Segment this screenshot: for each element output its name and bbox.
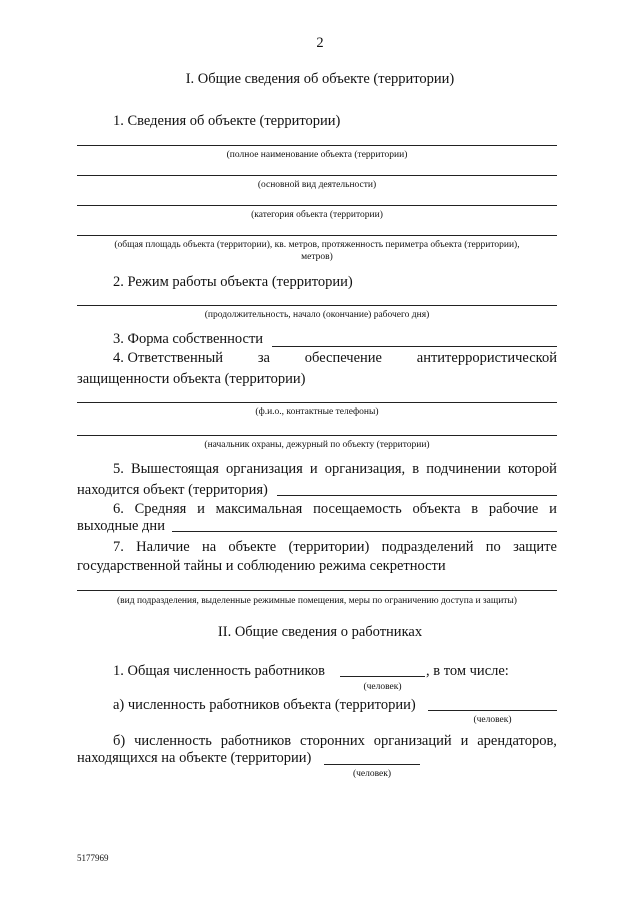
area-field[interactable] [77, 235, 557, 236]
item-5-word: организация, [324, 461, 406, 477]
activity-field[interactable] [77, 175, 557, 176]
item-7-word: по [485, 539, 501, 555]
section-2-title: II. Общие сведения о работниках [217, 624, 423, 640]
item-4-word: 4. Ответственный [113, 350, 224, 366]
area-caption-line2: метров) [301, 252, 333, 262]
item-7-line2: государственной тайны и соблюдению режима секретности [77, 558, 446, 574]
item-6-word: и [197, 501, 205, 517]
employees-object-label: а) численность работников объекта (территории) [113, 697, 416, 713]
guard-caption: (начальник охраны, дежурный по объекту (территории) [204, 440, 430, 450]
item-6-line1 [113, 500, 557, 518]
parent-org-field[interactable] [277, 495, 557, 496]
item-5-word: и [309, 461, 318, 477]
item-6-word: объекта [412, 501, 461, 517]
item-b-word: арендаторов, [477, 733, 557, 749]
item-4-word: антитеррористической [416, 350, 557, 366]
item-4-word: за [257, 350, 270, 366]
item-b-word: работников [220, 733, 292, 749]
guard-field[interactable] [77, 435, 557, 436]
item-7-word: Наличие [136, 539, 190, 555]
item-b-line2: находящихся на объекте (территории) [77, 750, 312, 766]
section-1-title: I. Общие сведения об объекте (территории) [185, 71, 455, 87]
area-caption-line1: (общая площадь объекта (территории), кв. метров, протяженность периметра объекта (территории), [114, 240, 520, 250]
item-6-word: Средняя [134, 501, 187, 517]
page-number: 2 [316, 35, 324, 51]
responsible-caption: (ф.и.о., контактные телефоны) [255, 407, 379, 417]
employees-thirdparty-unit: (человек) [352, 769, 392, 779]
full-name-caption: (полное наименование объекта (территории) [226, 150, 408, 160]
item-7-word: на [201, 539, 217, 555]
employees-total-unit: (человек) [363, 682, 402, 692]
employees-total-label: 1. Общая численность работников [113, 663, 325, 679]
item-6-word: 6. [113, 501, 124, 517]
category-caption: (категория объекта (территории) [251, 210, 383, 220]
item-5-word: в [412, 461, 420, 477]
item-5-word: 5. [113, 461, 124, 477]
employees-thirdparty-field[interactable] [324, 764, 420, 765]
ownership-field[interactable] [272, 346, 557, 347]
item-6-line2: выходные дни [77, 518, 165, 534]
item-6-word: и [549, 501, 557, 517]
employees-object-field[interactable] [428, 710, 557, 711]
secrecy-caption: (вид подразделения, выделенные режимные помещения, меры по ограничению доступа и защиты) [117, 596, 517, 606]
activity-caption: (основной вид деятельности) [257, 180, 377, 190]
item-7-word: подразделений [381, 539, 474, 555]
item-5-word: Вышестоящая [131, 461, 219, 477]
footer-code: 5177969 [77, 853, 109, 863]
work-mode-field[interactable] [77, 305, 557, 306]
item-7-word: объекте [228, 539, 277, 555]
item-6-word: максимальная [215, 501, 303, 517]
secrecy-field[interactable] [77, 590, 557, 591]
item-4-line1 [113, 349, 557, 367]
item-5-word: подчинении [426, 461, 501, 477]
work-mode-caption: (продолжительность, начало (окончание) рабочего дня) [204, 310, 430, 320]
employees-total-field[interactable] [340, 676, 425, 677]
item-7-line1 [113, 538, 557, 556]
item-2-heading: 2. Режим работы объекта (территории) [113, 274, 353, 290]
item-7-word: (территории) [288, 539, 370, 555]
item-4-line2: защищенности объекта (территории) [77, 371, 306, 387]
item-b-word: численность [134, 733, 212, 749]
item-6-word: рабочие [488, 501, 539, 517]
category-field[interactable] [77, 205, 557, 206]
responsible-field[interactable] [77, 402, 557, 403]
employees-object-unit: (человек) [473, 715, 512, 725]
item-3-label: 3. Форма собственности [113, 331, 264, 347]
item-6-word: посещаемость [313, 501, 402, 517]
item-5-line2: находится объект (территория) [77, 482, 268, 498]
item-b-word: б) [113, 733, 126, 749]
item-b-line1 [113, 732, 557, 750]
full-name-field[interactable] [77, 145, 557, 146]
attendance-field[interactable] [172, 531, 557, 532]
item-b-word: сторонних [300, 733, 365, 749]
item-7-word: защите [513, 539, 557, 555]
item-4-word: обеспечение [304, 350, 382, 366]
item-b-word: организаций [373, 733, 452, 749]
item-6-word: в [471, 501, 479, 517]
item-1-heading: 1. Сведения об объекте (территории) [113, 113, 341, 129]
item-7-word: 7. [113, 539, 124, 555]
item-5-line1 [113, 460, 557, 478]
item-5-word: которой [507, 461, 557, 477]
item-5-word: организация [226, 461, 303, 477]
item-b-word: и [460, 733, 469, 749]
employees-total-suffix: , в том числе: [426, 663, 509, 679]
